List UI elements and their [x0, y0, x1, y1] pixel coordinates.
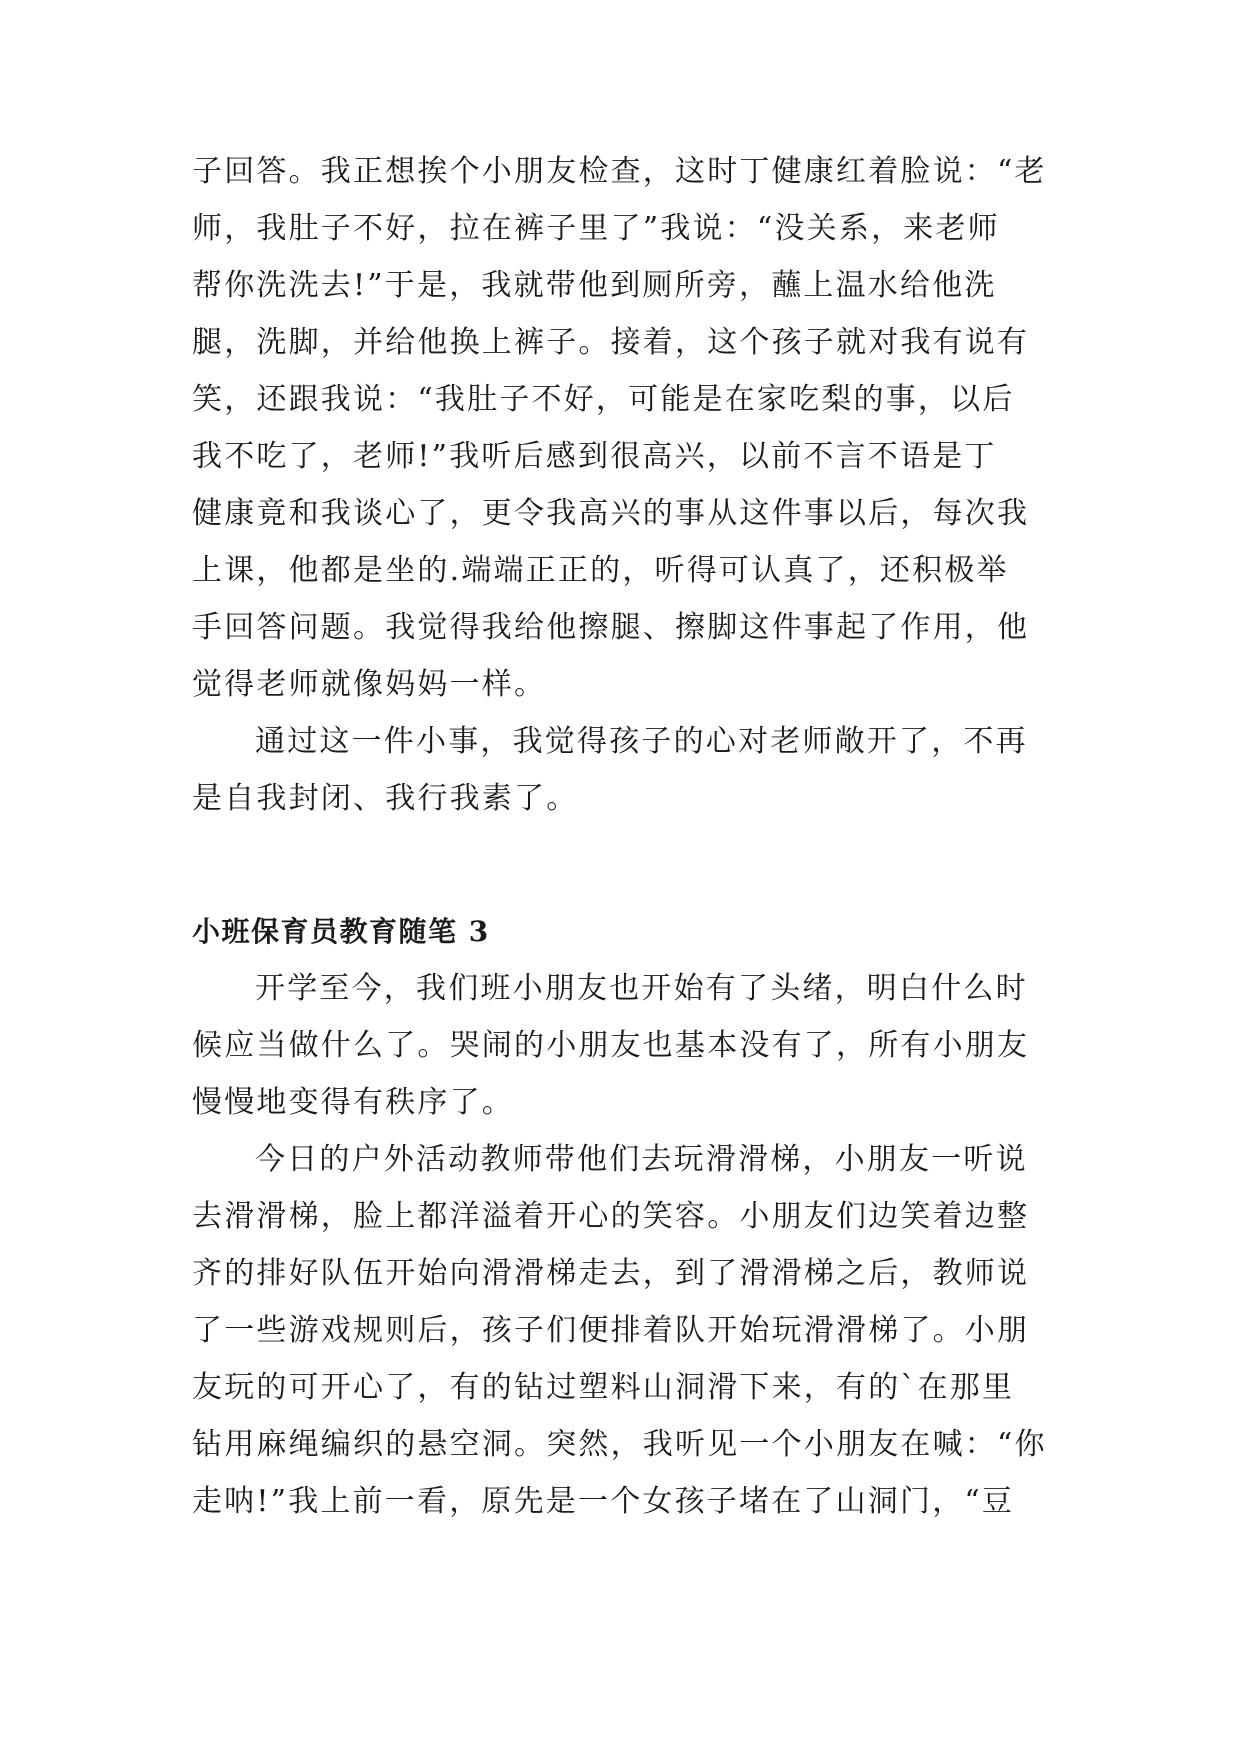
paragraph-line: 齐的排好队伍开始向滑滑梯走去，到了滑滑梯之后，教师说	[192, 1256, 1030, 1291]
paragraph-line: 了一些游戏规则后，孩子们便排着队开始玩滑滑梯了。小朋	[192, 1313, 1030, 1348]
paragraph-line: 友玩的可开心了，有的钻过塑料山洞滑下来，有的`在那里	[192, 1370, 1015, 1405]
paragraph-line: 帮你洗洗去!”于是，我就带他到厕所旁，蘸上温水给他洗	[192, 268, 997, 303]
paragraph-line: 通过这一件小事，我觉得孩子的心对老师敞开了，不再	[255, 724, 1028, 759]
paragraph-line: 钻用麻绳编织的悬空洞。突然，我听见一个小朋友在喊：“你	[192, 1427, 1047, 1462]
paragraph-line: 去滑滑梯，脸上都洋溢着开心的笑容。小朋友们边笑着边整	[192, 1199, 1030, 1234]
paragraph-line: 师，我肚子不好，拉在裤子里了”我说：“没关系，来老师	[192, 211, 1000, 246]
paragraph-line: 手回答问题。我觉得我给他擦腿、擦脚这件事起了作用，他	[192, 610, 1030, 645]
paragraph-line: 今日的户外活动教师带他们去玩滑滑梯，小朋友一听说	[255, 1142, 1028, 1177]
paragraph-line: 候应当做什么了。哭闹的小朋友也基本没有了，所有小朋友	[192, 1028, 1030, 1063]
paragraph-line: 笑，还跟我说：“我肚子不好，可能是在家吃梨的事，以后	[192, 382, 1015, 417]
paragraph-line: 慢慢地变得有秩序了。	[192, 1085, 514, 1120]
section-title: 小班保育员教育随笔 3	[192, 915, 490, 948]
paragraph-line: 开学至今，我们班小朋友也开始有了头绪，明白什么时	[255, 971, 1028, 1006]
paragraph-line: 上课，他都是坐的.端端正正的，听得可认真了，还积极举	[192, 553, 1009, 588]
paragraph-line: 走呐!”我上前一看，原先是一个女孩子堵在了山洞门，“豆	[192, 1484, 1015, 1519]
paragraph-line: 健康竟和我谈心了，更令我高兴的事从这件事以后，每次我	[192, 496, 1030, 531]
paragraph-line: 子回答。我正想挨个小朋友检查，这时丁健康红着脸说：“老	[192, 154, 1047, 189]
paragraph-line: 我不吃了，老师!”我听后感到很高兴，以前不言不语是丁	[192, 439, 997, 474]
paragraph-line: 是自我封闭、我行我素了。	[192, 781, 579, 816]
paragraph-line: 腿，洗脚，并给他换上裤子。接着，这个孩子就对我有说有	[192, 325, 1030, 360]
paragraph-line: 觉得老师就像妈妈一样。	[192, 667, 547, 702]
